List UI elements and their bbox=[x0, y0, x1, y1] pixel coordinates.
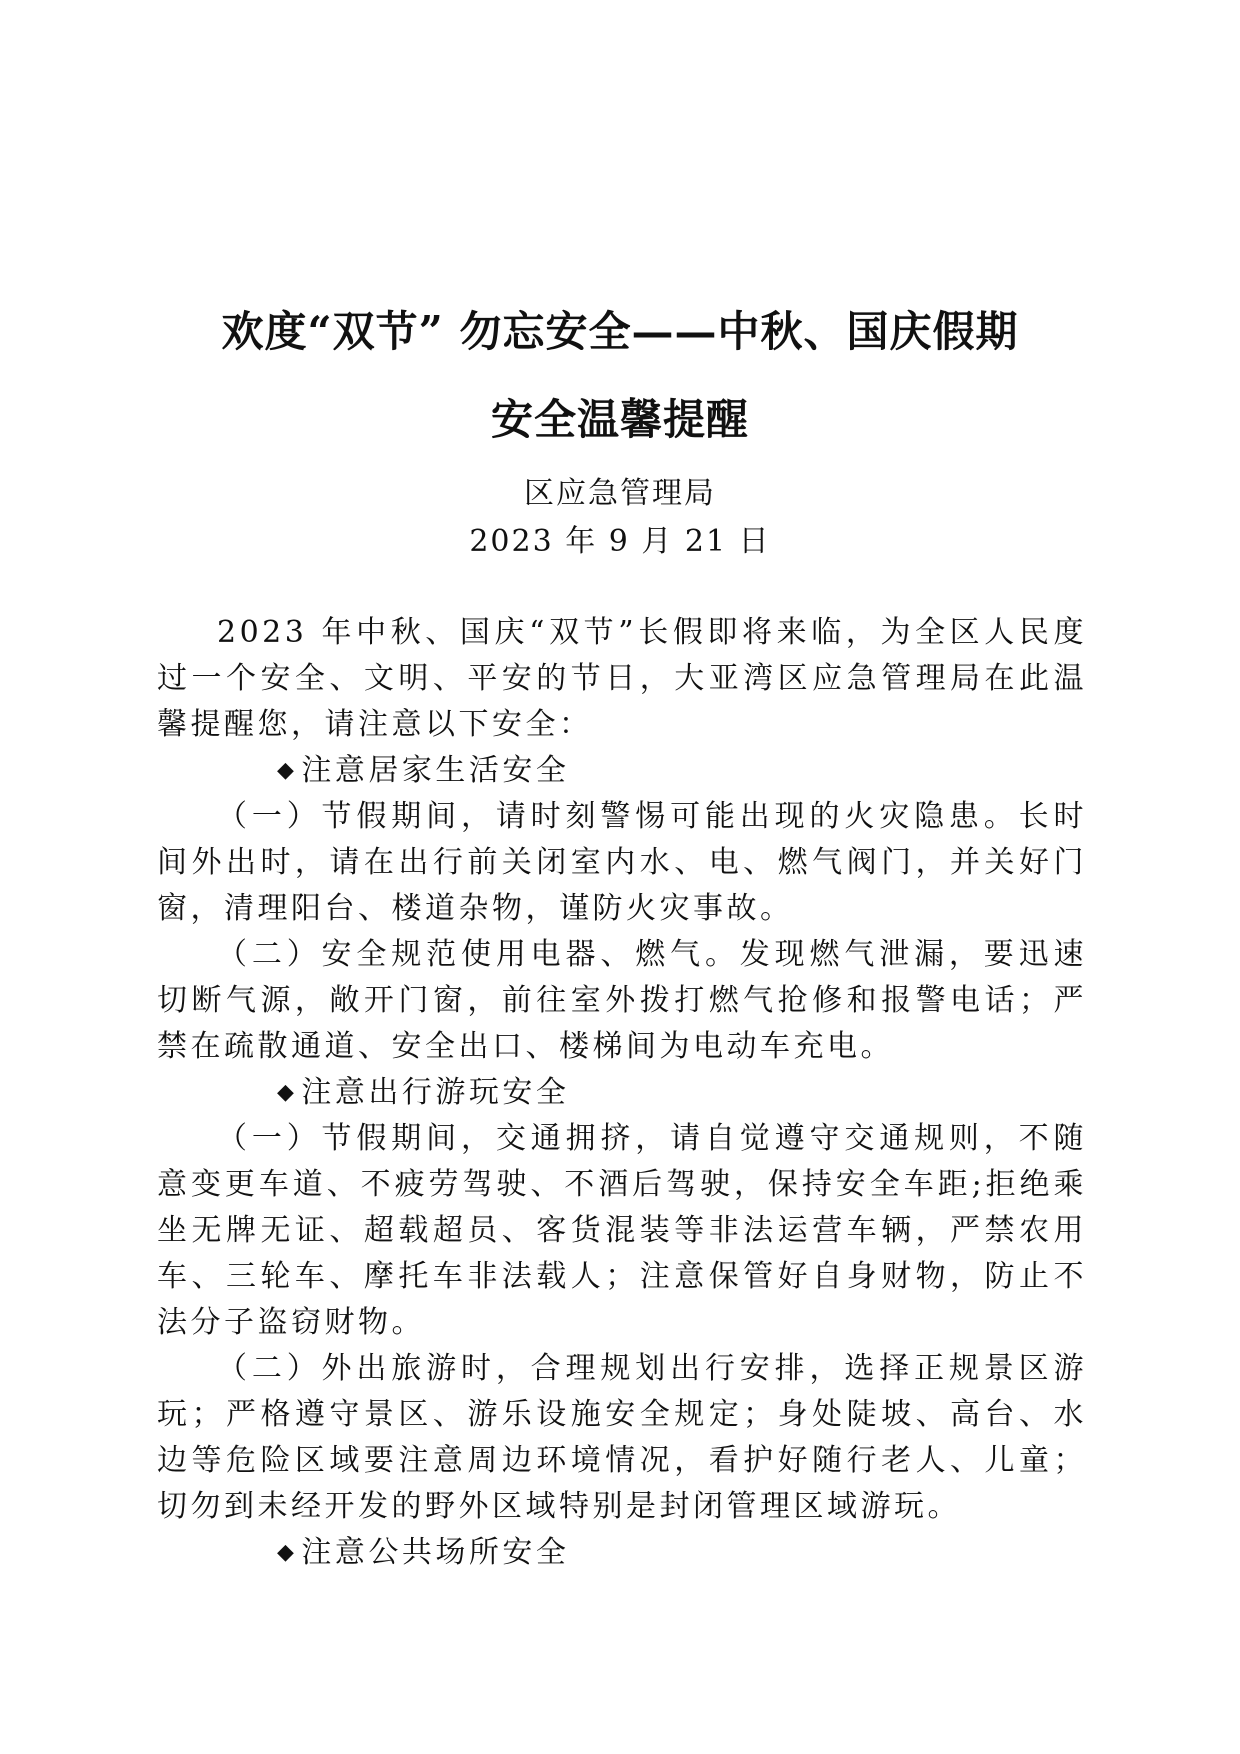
section-heading-home-safety bbox=[157, 748, 1087, 794]
document-title-line-1: 欢度“双节” 勿忘安全——中秋、国庆假期 bbox=[221, 307, 1019, 356]
section-heading-text: 注意公共场所安全 bbox=[301, 1535, 570, 1570]
intro-paragraph: 2023 年中秋、国庆“双节”长假即将来临，为全区人民度过一个安全、文明、平安的节日，大亚湾区应急管理局在此温馨提醒您，请注意以下安全： bbox=[157, 615, 1087, 742]
issue-date: 2023 年 9 月 21 日 bbox=[469, 524, 771, 559]
section-heading-travel-safety bbox=[157, 1070, 1087, 1116]
diamond-bullet-icon: ◆ bbox=[277, 758, 298, 783]
document-body bbox=[157, 610, 1087, 1576]
diamond-bullet-icon: ◆ bbox=[277, 1540, 298, 1565]
section-item: （二）外出旅游时，合理规划出行安排，选择正规景区游玩；严格遵守景区、游乐设施安全规定；身处陡坡、高台、水边等危险区域要注意周边环境情况，看护好随行老人、儿童；切勿到未经开发的野外区域特别是封闭管理区域游玩。 bbox=[157, 1351, 1087, 1524]
section-item: （一）节假期间，请时刻警惕可能出现的火灾隐患。长时间外出时，请在出行前关闭室内水、电、燃气阀门，并关好门窗，清理阳台、楼道杂物，谨防火灾事故。 bbox=[157, 799, 1087, 926]
diamond-bullet-icon: ◆ bbox=[277, 1080, 298, 1105]
issuing-organization: 区应急管理局 bbox=[524, 476, 716, 511]
document-title-line-2: 安全温馨提醒 bbox=[490, 395, 749, 444]
section-item: （二）安全规范使用电器、燃气。发现燃气泄漏，要迅速切断气源，敞开门窗，前往室外拨打燃气抢修和报警电话；严禁在疏散通道、安全出口、楼梯间为电动车充电。 bbox=[157, 937, 1087, 1064]
section-heading-text: 注意出行游玩安全 bbox=[301, 1075, 570, 1110]
section-item: （一）节假期间，交通拥挤，请自觉遵守交通规则，不随意变更车道、不疲劳驾驶、不酒后驾驶，保持安全车距;拒绝乘坐无牌无证、超载超员、客货混装等非法运营车辆，严禁农用车、三轮车、摩托车非法载人；注意保管好自身财物，防止不法分子盗窃财物。 bbox=[157, 1121, 1087, 1340]
section-heading-public-safety bbox=[157, 1530, 1087, 1576]
section-heading-text: 注意居家生活安全 bbox=[301, 753, 570, 788]
